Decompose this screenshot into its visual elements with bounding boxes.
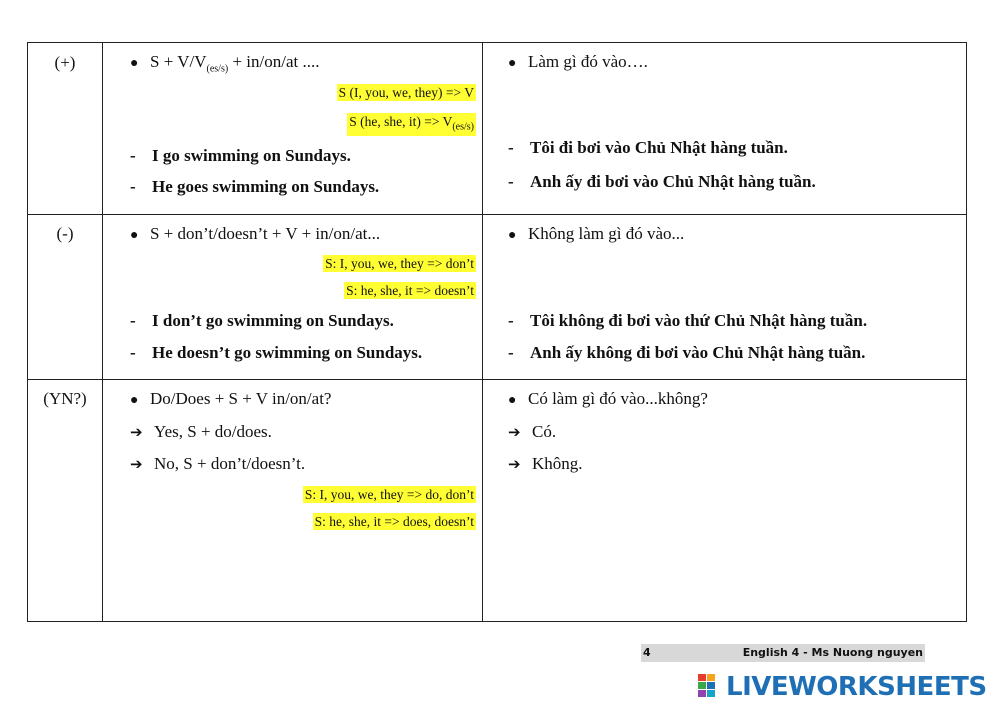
dash-icon: - xyxy=(508,138,514,157)
formula-tail: + in/on/at .... xyxy=(228,52,320,71)
dash-icon: - xyxy=(130,343,136,362)
page-footer xyxy=(641,644,925,662)
example-sentence xyxy=(130,343,422,363)
example-text: He goes swimming on Sundays. xyxy=(152,177,380,196)
formula-text: S + don’t/doesn’t + V + in/on/at... xyxy=(150,224,381,243)
translation-no xyxy=(508,454,583,474)
example-sentence xyxy=(130,146,351,166)
dash-icon: - xyxy=(508,343,514,362)
example-text: I don’t go swimming on Sundays. xyxy=(152,311,394,330)
dash-icon: - xyxy=(508,311,514,330)
highlight-subscript: (es/s) xyxy=(452,121,474,133)
translation-text: Tôi không đi bơi vào thứ Chủ Nhật hàng tuần. xyxy=(530,311,868,330)
dash-icon: - xyxy=(130,177,136,196)
dash-icon: - xyxy=(508,172,514,191)
translation-sentence xyxy=(508,311,867,331)
translation-sentence xyxy=(508,138,788,158)
formula-subscript: (es/s) xyxy=(206,63,229,75)
translation-yes xyxy=(508,422,556,442)
column-divider xyxy=(102,43,103,621)
formula-text: S + V/V xyxy=(150,52,207,71)
row-label-positive: (+) xyxy=(54,53,76,72)
negative-structure-cell xyxy=(104,215,482,379)
row-label-negative: (-) xyxy=(56,224,74,243)
translation-sentence xyxy=(508,172,816,192)
translation-text: Anh ấy đi bơi vào Chủ Nhật hàng tuần. xyxy=(530,172,816,191)
highlight-note: S: he, she, it => doesn’t xyxy=(346,283,474,298)
highlight-note: S (I, you, we, they) => V xyxy=(338,85,474,100)
negative-translation-cell xyxy=(484,215,966,379)
arrow-right-icon: ➔ xyxy=(130,455,143,473)
highlight-note: S: I, you, we, they => do, don’t xyxy=(304,487,474,502)
formula-text: Do/Does + S + V in/on/at? xyxy=(150,389,332,408)
dash-icon: - xyxy=(130,311,136,330)
example-text: He doesn’t go swimming on Sundays. xyxy=(152,343,423,362)
translation-no-text: Không. xyxy=(532,454,583,473)
column-divider xyxy=(482,43,483,621)
positive-translation-cell xyxy=(484,43,966,213)
example-text: I go swimming on Sundays. xyxy=(152,146,351,165)
translation-heading xyxy=(508,224,684,244)
no-answer xyxy=(130,454,305,474)
page-number: 4 xyxy=(643,646,651,659)
translation-sentence xyxy=(508,343,865,363)
yes-text: Yes, S + do/does. xyxy=(154,422,272,441)
highlight-text: S (he, she, it) => V xyxy=(349,114,453,129)
translation-heading-text: Không làm gì đó vào... xyxy=(528,224,685,243)
bullet-icon: ● xyxy=(508,228,517,243)
arrow-right-icon: ➔ xyxy=(130,423,143,441)
example-sentence xyxy=(130,177,379,197)
footer-text: English 4 - Ms Nuong nguyen xyxy=(742,646,923,659)
arrow-right-icon: ➔ xyxy=(508,455,521,473)
row-label-question: (YN?) xyxy=(43,389,87,408)
translation-text: Anh ấy không đi bơi vào Chủ Nhật hàng tuần. xyxy=(530,343,866,362)
translation-heading xyxy=(508,52,648,72)
bullet-icon: ● xyxy=(508,393,517,408)
translation-yes-text: Có. xyxy=(532,422,557,441)
highlight-note: S: he, she, it => does, doesn’t xyxy=(314,514,474,529)
arrow-right-icon: ➔ xyxy=(508,423,521,441)
positive-formula xyxy=(130,52,319,74)
question-formula xyxy=(130,389,331,409)
translation-heading xyxy=(508,389,708,409)
liveworksheets-logo xyxy=(698,672,994,702)
highlight-note: S: I, you, we, they => don’t xyxy=(325,256,474,271)
grammar-table xyxy=(27,42,967,622)
bullet-icon: ● xyxy=(130,56,139,71)
translation-text: Tôi đi bơi vào Chủ Nhật hàng tuần. xyxy=(530,138,788,157)
question-translation-cell xyxy=(484,380,966,620)
bullet-icon: ● xyxy=(508,56,517,71)
positive-structure-cell xyxy=(104,43,482,213)
translation-heading-text: Có làm gì đó vào...không? xyxy=(528,389,708,408)
liveworksheets-logo-icon xyxy=(698,674,724,698)
dash-icon: - xyxy=(130,146,136,165)
bullet-icon: ● xyxy=(130,228,139,243)
negative-formula xyxy=(130,224,380,244)
question-structure-cell xyxy=(104,380,482,620)
brand-name: LIVEWORKSHEETS xyxy=(726,672,987,702)
translation-heading-text: Làm gì đó vào…. xyxy=(528,52,648,71)
example-sentence xyxy=(130,311,394,331)
yes-answer xyxy=(130,422,272,442)
no-text: No, S + don’t/doesn’t. xyxy=(154,454,306,473)
bullet-icon: ● xyxy=(130,393,139,408)
highlight-note xyxy=(347,113,476,136)
